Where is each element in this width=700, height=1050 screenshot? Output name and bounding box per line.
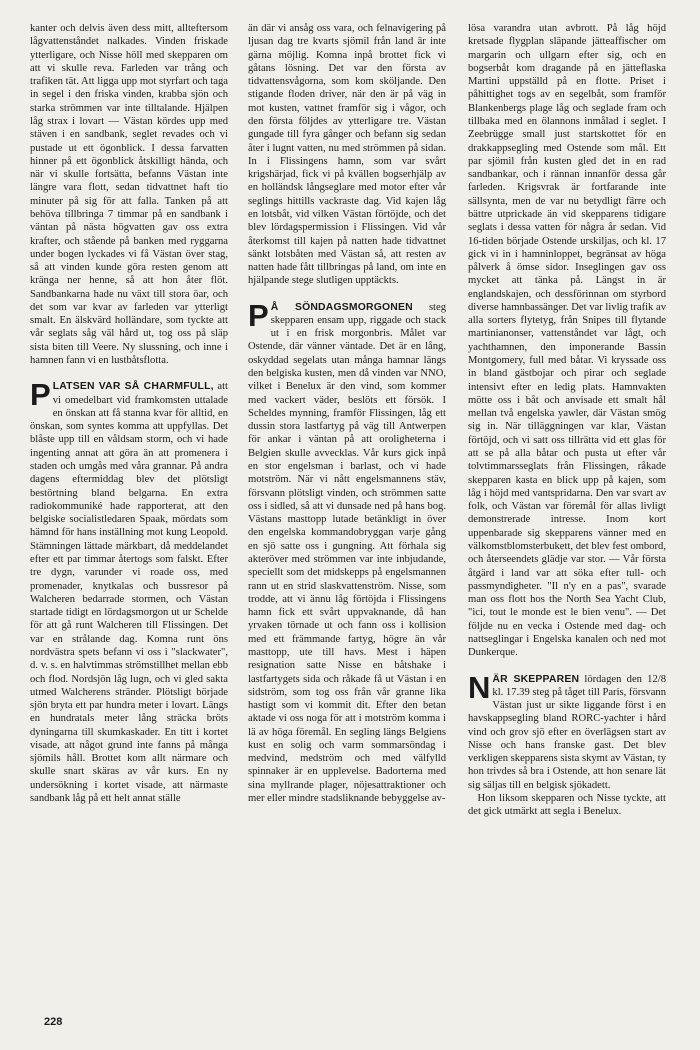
drop-cap: P xyxy=(30,377,51,413)
section-heading: LATSEN VAR SÅ CHARMFULL, xyxy=(52,381,214,393)
drop-cap: N xyxy=(468,669,491,705)
text-column-1 xyxy=(30,22,228,805)
paragraph: lösa varandra utan avbrott. På låg höjd kretsade flygplan släpande jätteaffischer om margarin och ullgarn efter sig, och en bogserbåt kom dragande på en jätteflaska Martini uppställd på en flotte. Priset i påhittighet togs av en segelbåt, som framför Blankenbergs plage låg och seglade fram och tillbaka med en ölannons inmålad i seglet. I Zeebrügge small just startskottet för en drakkappsegling med Ostende som mål. Ett par sjömil från kusten gled det in en rad sandbankar, och i rännan innanför dessa går farleden. Krigsvrak är fortfarande inte sällsynta, men de var nu betydligt färre och bättre utprickade än vid skepparens tidigare seglats i dessa vatten för några år sedan. Vid 16-tiden började Ostende urskiljas, och kl. 17 gick vi in i hamninloppet, begränsat av höga pålverk å ömse sidor. Inseglingen gav oss mycket att tänka på. Längst in är englandskajen, och dessförinnan om styrbord diverse hamnbassänger. Det var livlig trafik av alla sorters flytetyg, från Snipes till flytande martinianonser, vattenståndet var lågt, och yachthamnen, den imponerande Bassin Montgomery, full med båtar. Vi kryssade oss in bland gästbojar och pirar och seglade intensivt efter en ledig plats. Hamnvakten mötte oss i båt och anvisade ett smalt hål mellan två engelska yawler, där Västan smög sig in. När tilläggningen var klar, Västan förtöjd, och vi satt oss tillrätta vid ett glas för att se på alla båtar och pusta ut efter vår tolvtimmarsseglats från Flissingen, råkade skepparen kasta en blick upp på kajen, som låg i höjd med vantspridarna. Den var svart av folk, och Västan var föremål för allas livligt demonstrerade intresse. Inom kort uppenbarade sig skepparens vänner med en välkomstblomsterbukett, det blev fest ombord, och återseendets glädje var stor. — Vår första åtgärd i land var att söka efter tull- och passmyndigheter. "Il n'y en a pas", svarade man oss flott hos the North Sea Yacht Club, "ici, tout le monde est le bien venu". — Det följde nu en vecka i Ostende med dag- och nattseglingar i Engelska kanalen och ned mot Dunkerque. xyxy=(468,23,666,659)
section-text: lördagen den 12/8 kl. 17.39 steg på tåget till Paris, försvann Västan just ur sikte liggande först i en havskappsegling bland RORC-yachter i hård vind och grov sjö efter en överlägsen start av Nisse och hans franske gast. Det blev verkligen skepparens sista skymt av Västan, ty hon trivdes så bra i Ostende, att hon senare lät sig säljas till en belgisk sjökadett. xyxy=(468,673,666,791)
section-heading: Å SÖNDAGSMORGONEN xyxy=(270,301,413,313)
section-paragraph xyxy=(248,297,447,806)
drop-cap: P xyxy=(248,297,269,333)
text-column-2 xyxy=(248,22,446,805)
paragraph: än där vi ansåg oss vara, och felnavigering på ljusan dag tre kvarts sjömil från land är inte gärna möjlig. Komna inpå brottet fick vi gåtans lösning. Det var den första av tidvattensvågorna, som kom sköljande. Den stigande floden driver, när den är på väg in mot kusten, vattnet framför sig i vågor, och den första följdes av ytterligare tre. Västan gungade till fyra gånger och befann sig sedan åter i lugnt vatten, nu med strömmen på sidan. In i Flissingens hamn, som var svårt krigshärjad, fick vi på kvällen bogserhjälp av en holländsk långseglare med motor efter vår seglings hittills vackraste dag. Vid kajen låg en lotsbåt, vid vilken Västan förtöjde, och det blev lördagspermission i Flissingen. Vid vår återkomst till kajen på natten hade tidvattnet sänkt lotsbåten med Västan så, att resten av natten hade fått tillbringas på land, om inte en hjälpande stege slutligen upptäckts. xyxy=(248,23,446,287)
text-column-3 xyxy=(468,22,666,819)
paragraph: kanter och delvis även dess mitt, allteftersom lågvattenståndet nalkades. Vinden friskade ytterligare, och Nisse höll med skepparen om att vi skulle reva. Farleden var trång och trafiken tät. Att ligga upp mot styrfart och taga in segel i den friska vinden, krabba sjön och starka strömmen var inte tilltalande. Hjälpen låg strax i lovart — Västan kördes upp med stäven i en sandbank, seglet revades och vi pustade ut ett ögonblick. I dessa farvatten hinner på ett ögonblick åtskilligt hända, och när vi skulle fortsätta, befanns Västan inte längre vara flott, sedan tidvattnet haft tio minuter på sig för att falla. Tanken på att behöva tillbringa 7 timmar på en sandbank i väntan på nästa högvatten gav oss extra krafter, och stående på banken med ryggarna under bogen lyckades vi få Västan över stag, så att vinden kunde göra resten genom att kränga ner henne, så att hon åter flöt. Sandbankarna hade nu växt till stora öar, och det som var kvar av farleden var ytterligt smalt. En älskvärd holländare, som tyckte att vår seglats såg väl hård ut, tog oss på släp sista biten till Veere. Ny slussning, och inne i hamnen fann vi en lustbåtsflotta. xyxy=(30,23,228,367)
magazine-page xyxy=(30,22,670,1022)
section-paragraph xyxy=(468,669,666,793)
section-text: att vi omedelbart vid framkomsten uttalade en önskan att få stanna kvar för alltid, en önskan, som syntes komma att uppfyllas. Det blåste upp till en våldsam storm, och vi hade ingenting annat att göra än att promenera i staden och umgås med våra grannar. På andra dagens eftermiddag blev det plötsligt bestörtning bland belgarna. En extra radiokommuniké hade rapporterat, att den belgiske socialistledaren Spaak, mördats som hämnd för hans inställning mot kung Leopold. Stämningen lättade märkbart, då meddelandet efter ett par timmar återtogs som falskt. Efter tre dygn, varunder vi roade oss, med promenader, knytkalas och bussresor på Walcheren bedarrade stormen, och Västan startade tidigt en lördagsmorgon ut ur Schelde för att gå runt Walcheren till Flissingen. Det var en strålande dag. Komna runt öns nordvästra spets befann vi oss i "slackwater", d. v. s. en halvtimmas strömstillhet mellan ebb och flod. Nordsjön låg lugn, och vi gled sakta utmed Walcherens stränder. Plötsligt började sjön bryta ett par hundra meter i lovart. Längs en hundratals meter lång sträcka bröts dyningarna till skumkaskader. En titt i kortet visade, att något grund inte fanns på många sjömils håll. Brottet kom allt närmare och skulle snart skäras av vår kurs. En ny undersökning i kortet visade, att närmaste sandbank låg på ett helt annat ställe xyxy=(30,381,228,805)
section-text: steg skepparen ensam upp, riggade och stack ut i en frisk morgonbris. Målet var Ostende, där vänner väntade. Det är en lång, oskyddad segelats utan många hamnar längs den belgiska kusten, men då vinden var NNO, vilket i Benelux är den vind, som kommer med vackert väder, beslöts ett försök. I Scheldes mynning, framför Flissingen, låg ett dussin stora lastfartyg på väg till Antwerpen för ankar i väntan på att oroligheterna i Belgien skulle avvecklas. Vår kurs gick inpå en stor engelsman i barlast, och vi hade motström. När vi nått engelsmannens stäv, försvann plötsligt vinden, och strömmen satte oss i sidled, så att vi dunsade ned på hans bog. Västans masttopp lutade betänkligt in över den engelska kommandobryggan varje gång en sjö satte oss i gungning. Att förhala sig akteröver med strömmen var inte inbjudande, speciellt som det midskepps på engelsmannen rann ut en strid slaskvattenström. Nisse, som trodde, att vi ännu låg förtöjda i Flissingens hamn fick ett svårt uppvaknande, då han yrvaken törnade ut och fann oss i kollision med ett främmande fartyg, högre än vår masttopp, ute till havs. Mest i häpen resignation satte Nisse en båtshake i lastfartygets sida och råkade få ut Västan i en sidström, som tog oss från vår granne lika hastigt som vi kommit dit. Efter den betan aktade vi oss noga för att i motström komma i lä av höga föremål. En segling längs Belgiens kust en solig och varm sommarsöndag i medvind, medström och med välfylld spinnaker är en upplevelse. Badorterna med sina myllrande plager, nöjesattraktioner och mer eller mindre stadsliknande bebyggelse av- xyxy=(248,301,447,805)
page-number: 228 xyxy=(44,1016,63,1028)
paragraph: Hon liksom skepparen och Nisse tyckte, att det gick utmärkt att segla i Benelux. xyxy=(468,793,666,818)
section-paragraph xyxy=(30,377,228,805)
section-heading: ÄR SKEPPAREN xyxy=(492,673,580,685)
